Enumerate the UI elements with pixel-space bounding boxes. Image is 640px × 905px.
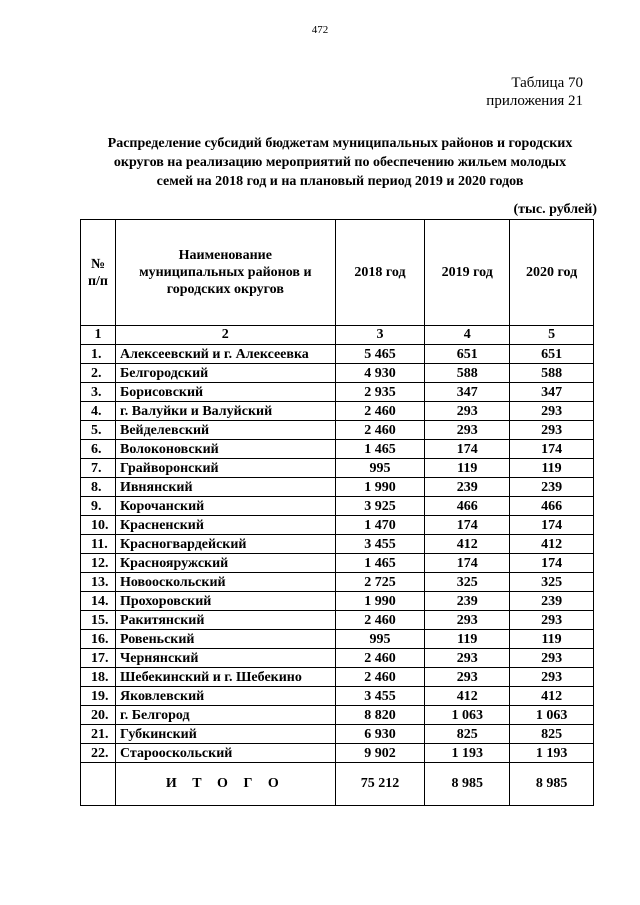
table-reference (486, 74, 583, 110)
header-2019: 2019 год (425, 220, 510, 326)
row-value-2018: 3 455 (335, 687, 425, 706)
title-line3: семей на 2018 год и на плановый период 2019 и 2020 годов (156, 174, 524, 189)
row-value-2019: 239 (425, 592, 510, 611)
row-value-2020: 325 (510, 573, 594, 592)
table-row (81, 535, 594, 554)
subsidy-table (80, 219, 594, 806)
table-row (81, 554, 594, 573)
table-row (81, 592, 594, 611)
row-value-2020: 174 (510, 516, 594, 535)
row-value-2020: 1 063 (510, 706, 594, 725)
column-number-row (81, 326, 594, 345)
table-row (81, 402, 594, 421)
table-row (81, 725, 594, 744)
row-name: г. Белгород (115, 706, 335, 725)
header-name-line2: муниципальных районов и (139, 265, 312, 280)
table-row (81, 744, 594, 763)
row-value-2019: 293 (425, 402, 510, 421)
table-header-row (81, 220, 594, 326)
row-number: 6. (81, 440, 116, 459)
row-value-2020: 239 (510, 592, 594, 611)
row-value-2018: 1 470 (335, 516, 425, 535)
row-value-2018: 1 465 (335, 554, 425, 573)
table-ref-line2: приложения 21 (486, 93, 583, 109)
header-number (81, 220, 116, 326)
row-value-2019: 119 (425, 459, 510, 478)
row-name: Шебекинский и г. Шебекино (115, 668, 335, 687)
row-value-2020: 825 (510, 725, 594, 744)
row-value-2018: 2 460 (335, 421, 425, 440)
header-2018: 2018 год (335, 220, 425, 326)
row-value-2019: 347 (425, 383, 510, 402)
row-number: 7. (81, 459, 116, 478)
row-value-2019: 651 (425, 345, 510, 364)
row-number: 8. (81, 478, 116, 497)
row-value-2018: 2 460 (335, 611, 425, 630)
row-value-2020: 119 (510, 459, 594, 478)
row-name: Прохоровский (115, 592, 335, 611)
row-value-2020: 412 (510, 535, 594, 554)
row-value-2018: 9 902 (335, 744, 425, 763)
row-value-2019: 119 (425, 630, 510, 649)
document-title (60, 134, 620, 191)
row-value-2018: 8 820 (335, 706, 425, 725)
row-name: Ракитянский (115, 611, 335, 630)
row-value-2018: 4 930 (335, 364, 425, 383)
row-value-2020: 347 (510, 383, 594, 402)
row-value-2020: 293 (510, 402, 594, 421)
row-value-2018: 2 460 (335, 402, 425, 421)
row-number: 15. (81, 611, 116, 630)
row-name: Яковлевский (115, 687, 335, 706)
row-number: 11. (81, 535, 116, 554)
total-2018: 75 212 (335, 763, 425, 806)
row-number: 10. (81, 516, 116, 535)
row-number: 13. (81, 573, 116, 592)
row-value-2018: 995 (335, 459, 425, 478)
table-row (81, 440, 594, 459)
total-blank-cell (81, 763, 116, 806)
row-number: 18. (81, 668, 116, 687)
row-name: Борисовский (115, 383, 335, 402)
row-value-2019: 325 (425, 573, 510, 592)
row-value-2018: 2 460 (335, 649, 425, 668)
total-label: И Т О Г О (115, 763, 335, 806)
row-number: 14. (81, 592, 116, 611)
row-value-2019: 466 (425, 497, 510, 516)
row-value-2018: 2 935 (335, 383, 425, 402)
units-label: (тыс. рублей) (513, 202, 597, 217)
header-number-line2: п/п (87, 273, 108, 289)
row-value-2019: 293 (425, 668, 510, 687)
table-row (81, 687, 594, 706)
row-number: 12. (81, 554, 116, 573)
row-name: Корочанский (115, 497, 335, 516)
header-name-line3: городских округов (166, 282, 284, 297)
title-line1: Распределение субсидий бюджетам муниципальных районов и городских (107, 136, 573, 151)
row-value-2019: 825 (425, 725, 510, 744)
row-value-2020: 1 193 (510, 744, 594, 763)
table-ref-line1: Таблица 70 (511, 75, 583, 91)
row-name: Грайворонский (115, 459, 335, 478)
row-number: 4. (81, 402, 116, 421)
row-value-2019: 239 (425, 478, 510, 497)
row-value-2019: 1 193 (425, 744, 510, 763)
table-row (81, 630, 594, 649)
row-value-2020: 239 (510, 478, 594, 497)
row-number: 16. (81, 630, 116, 649)
row-value-2020: 293 (510, 421, 594, 440)
row-number: 22. (81, 744, 116, 763)
table-row (81, 459, 594, 478)
title-line2: округов на реализацию мероприятий по обеспечению жильем молодых (113, 155, 567, 170)
row-name: Вейделевский (115, 421, 335, 440)
row-value-2020: 651 (510, 345, 594, 364)
row-value-2020: 588 (510, 364, 594, 383)
row-number: 5. (81, 421, 116, 440)
row-number: 21. (81, 725, 116, 744)
table-row (81, 706, 594, 725)
row-name: Белгородский (115, 364, 335, 383)
row-name: Красногвардейский (115, 535, 335, 554)
table-row (81, 478, 594, 497)
header-number-line1: № (90, 256, 106, 272)
row-value-2018: 1 465 (335, 440, 425, 459)
row-value-2019: 174 (425, 554, 510, 573)
row-value-2018: 6 930 (335, 725, 425, 744)
row-value-2020: 412 (510, 687, 594, 706)
row-number: 1. (81, 345, 116, 364)
column-number: 4 (425, 326, 510, 345)
table-row (81, 497, 594, 516)
row-value-2019: 174 (425, 516, 510, 535)
row-value-2019: 412 (425, 687, 510, 706)
table-row (81, 364, 594, 383)
row-value-2019: 174 (425, 440, 510, 459)
row-value-2018: 1 990 (335, 592, 425, 611)
row-number: 17. (81, 649, 116, 668)
total-2020: 8 985 (510, 763, 594, 806)
total-row (81, 763, 594, 806)
row-name: Красненский (115, 516, 335, 535)
row-value-2019: 293 (425, 421, 510, 440)
row-value-2019: 293 (425, 649, 510, 668)
row-value-2020: 293 (510, 649, 594, 668)
row-value-2019: 1 063 (425, 706, 510, 725)
column-number: 1 (81, 326, 116, 345)
row-name: Новооскольский (115, 573, 335, 592)
row-value-2019: 588 (425, 364, 510, 383)
table-row (81, 649, 594, 668)
row-value-2020: 293 (510, 611, 594, 630)
header-name (115, 220, 335, 326)
row-value-2020: 174 (510, 440, 594, 459)
header-name-line1: Наименование (178, 248, 272, 263)
row-number: 19. (81, 687, 116, 706)
row-number: 2. (81, 364, 116, 383)
table-row (81, 516, 594, 535)
row-name: Губкинский (115, 725, 335, 744)
row-value-2018: 2 460 (335, 668, 425, 687)
row-name: Старооскольский (115, 744, 335, 763)
total-2019: 8 985 (425, 763, 510, 806)
row-name: Ровеньский (115, 630, 335, 649)
row-name: г. Валуйки и Валуйский (115, 402, 335, 421)
row-value-2018: 1 990 (335, 478, 425, 497)
row-name: Алексеевский и г. Алексеевка (115, 345, 335, 364)
table-row (81, 421, 594, 440)
row-value-2020: 466 (510, 497, 594, 516)
column-number: 3 (335, 326, 425, 345)
table-row (81, 573, 594, 592)
row-name: Волоконовский (115, 440, 335, 459)
row-number: 3. (81, 383, 116, 402)
header-2020: 2020 год (510, 220, 594, 326)
row-name: Чернянский (115, 649, 335, 668)
row-value-2019: 293 (425, 611, 510, 630)
row-value-2018: 3 455 (335, 535, 425, 554)
row-number: 20. (81, 706, 116, 725)
table-row (81, 668, 594, 687)
table-row (81, 611, 594, 630)
row-number: 9. (81, 497, 116, 516)
row-value-2020: 119 (510, 630, 594, 649)
row-name: Краснояружский (115, 554, 335, 573)
row-value-2020: 174 (510, 554, 594, 573)
page-number: 472 (311, 24, 329, 36)
row-value-2018: 3 925 (335, 497, 425, 516)
row-name: Ивнянский (115, 478, 335, 497)
table-row (81, 383, 594, 402)
row-value-2019: 412 (425, 535, 510, 554)
table-row (81, 345, 594, 364)
row-value-2018: 5 465 (335, 345, 425, 364)
row-value-2018: 995 (335, 630, 425, 649)
row-value-2018: 2 725 (335, 573, 425, 592)
column-number: 2 (115, 326, 335, 345)
column-number: 5 (510, 326, 594, 345)
row-value-2020: 293 (510, 668, 594, 687)
